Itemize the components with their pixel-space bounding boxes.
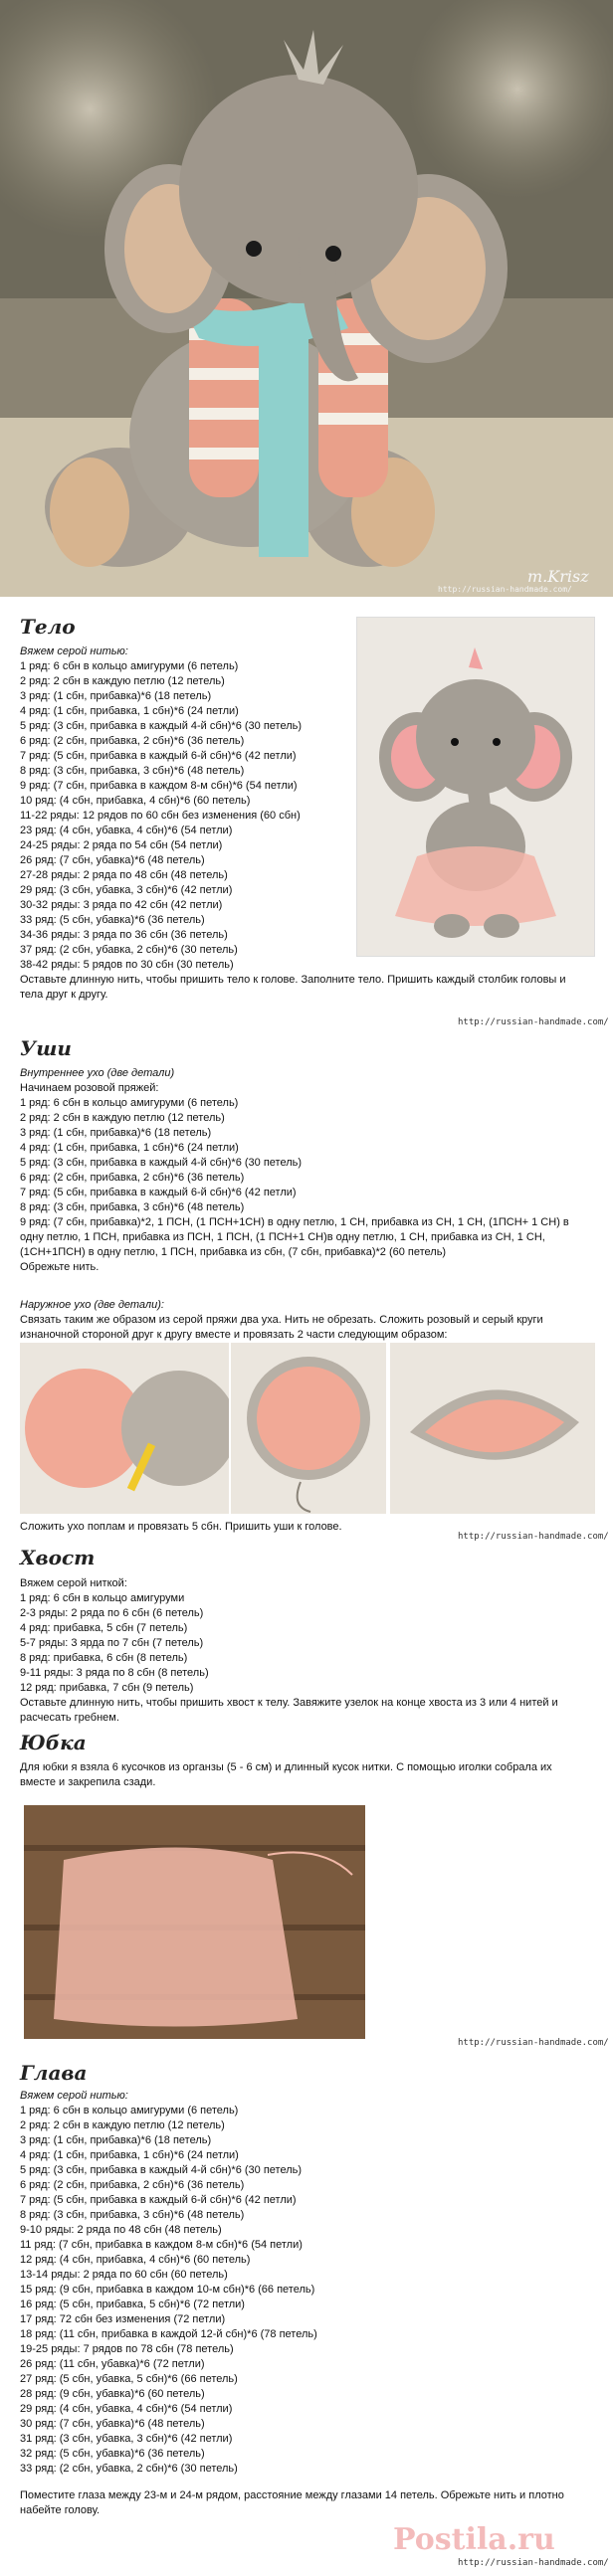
pattern-row: 3 ряд: (1 сбн, прибавка)*6 (18 петель) xyxy=(20,2134,212,2146)
pattern-row: 33 ряд: (2 сбн, убавка, 2 сбн)*6 (30 петель) xyxy=(20,2463,238,2475)
pattern-row: 2 ряд: 2 сбн в каждую петлю (12 петель) xyxy=(20,1112,225,1124)
pattern-row: 26 ряд: (11 сбн, убавка)*6 (72 петли) xyxy=(20,2358,205,2370)
pattern-row: Обрежьте нить. xyxy=(20,1261,100,1273)
pattern-row: одну петлю, 1 ПСН, прибавка из ПСН, 1 ПСН, (1 ПСН+1 СН)в одну петлю, 1 СН, прибавка из СН, 1 СН, xyxy=(20,1231,545,1243)
footer-brand: Postila.ru xyxy=(393,2522,555,2557)
pattern-row: 1 ряд: 6 сбн в кольцо амигуруми (6 петель) xyxy=(20,1097,239,1109)
pattern-row: 1 ряд: 6 сбн в кольцо амигуруми (6 петель) xyxy=(20,660,239,672)
pattern-row: Оставьте длинную нить, чтобы пришить хвост к телу. Завяжите узелок на конце хвоста из 3 или 4 нитей и xyxy=(20,1697,558,1709)
hero-photo xyxy=(0,0,613,597)
pattern-row: 12 ряд: (4 сбн, прибавка, 4 сбн)*6 (60 петель) xyxy=(20,2254,251,2266)
pattern-row: 16 ряд: (5 сбн, прибавка, 5 сбн)*6 (72 петли) xyxy=(20,2299,245,2310)
body-url: http://russian-handmade.com/ xyxy=(458,1017,609,1027)
pattern-row: 12 ряд: прибавка, 7 сбн (9 петель) xyxy=(20,1682,194,1694)
instruction-line: набейте голову. xyxy=(20,2504,101,2516)
pattern-row: 13-14 ряды: 2 ряда по 60 сбн (60 петель) xyxy=(20,2269,228,2281)
instruction-line: изнаночной стороной друг к другу вместе и провязать 2 части следующим образом: xyxy=(20,1329,448,1341)
pattern-row: 3 ряд: (1 сбн, прибавка)*6 (18 петель) xyxy=(20,1127,212,1139)
pattern-row: 18 ряд: (11 сбн, прибавка в каждой 12-й сбн)*6 (78 петель) xyxy=(20,2328,317,2340)
pattern-row: 33 ряд: (5 сбн, убавка)*6 (36 петель) xyxy=(20,914,205,926)
pattern-row: 4 ряд: (1 сбн, прибавка, 1 сбн)*6 (24 петли) xyxy=(20,705,239,717)
pattern-row: 8 ряд: (3 сбн, прибавка, 3 сбн)*6 (48 петель) xyxy=(20,1201,245,1213)
pattern-row: 5-7 ряды: 3 ярда по 7 сбн (7 петель) xyxy=(20,1637,204,1649)
hero-watermark: http://russian-handmade.com/ xyxy=(438,585,572,594)
pattern-row: 8 ряд: (3 сбн, прибавка, 3 сбн)*6 (48 петель) xyxy=(20,2209,245,2221)
pattern-row: 4 ряд: (1 сбн, прибавка, 1 сбн)*6 (24 петли) xyxy=(20,1142,239,1154)
instruction-line: Связать таким же образом из серой пряжи два уха. Нить не обрезать. Сложить розовый и серый круги xyxy=(20,1314,543,1326)
pattern-row: 5 ряд: (3 сбн, прибавка в каждый 4-й сбн)*6 (30 петель) xyxy=(20,1157,303,1169)
pattern-row: 27-28 ряды: 2 ряда по 48 сбн (48 петель) xyxy=(20,869,228,881)
pattern-row: 26 ряд: (7 сбн, убавка)*6 (48 петель) xyxy=(20,854,205,866)
pattern-row: 10 ряд: (4 сбн, прибавка, 4 сбн)*6 (60 петель) xyxy=(20,795,251,807)
ear-circles-photo xyxy=(20,1343,229,1514)
pattern-row: 9-10 ряды: 2 ряда по 48 сбн (48 петель) xyxy=(20,2224,222,2236)
ears-outer-subtitle: Наружное ухо (две детали): xyxy=(20,1299,164,1311)
pattern-row: 34-36 ряды: 3 ряда по 36 сбн (36 петель) xyxy=(20,929,228,941)
pattern-row: 8 ряд: прибавка, 6 сбн (8 петель) xyxy=(20,1652,188,1664)
pattern-row: 19-25 ряды: 7 рядов по 78 сбн (78 петель) xyxy=(20,2343,234,2355)
pattern-row: 6 ряд: (2 сбн, прибавка, 2 сбн)*6 (36 петель) xyxy=(20,1172,245,1184)
pattern-row: 9 ряд: (7 сбн, прибавка в каждом 8-м сбн)*6 (54 петли) xyxy=(20,780,298,792)
pattern-row: 15 ряд: (9 сбн, прибавка в каждом 10-м сбн)*6 (66 петель) xyxy=(20,2284,315,2296)
pattern-row: 11 ряд: (7 сбн, прибавка в каждом 8-м сбн)*6 (54 петли) xyxy=(20,2239,303,2251)
pattern-row: Оставьте длинную нить, чтобы пришить тело к голове. Заполните тело. Пришить каждый столбик головы и xyxy=(20,974,566,986)
pattern-row: 24-25 ряды: 2 ряда по 54 сбн (54 петли) xyxy=(20,839,223,851)
ears-subtitle: Внутреннее ухо (две детали) xyxy=(20,1067,175,1079)
body-subtitle: Вяжем серой нитью: xyxy=(20,645,128,657)
ear-photo-1 xyxy=(20,1343,229,1514)
pattern-row: 5 ряд: (3 сбн, прибавка в каждый 4-й сбн)*6 (30 петель) xyxy=(20,2164,303,2176)
ears-closing: Сложить ухо поплам и провязать 5 сбн. Пришить уши к голове. xyxy=(20,1521,342,1533)
pattern-row: 2 ряд: 2 сбн в каждую петлю (12 петель) xyxy=(20,2119,225,2131)
pattern-row: 7 ряд: (5 сбн, прибавка в каждый 6-й сбн)*6 (42 петли) xyxy=(20,2194,297,2206)
section-title-ears: Уши xyxy=(20,1036,72,1060)
pattern-row: расчесать гребнем. xyxy=(20,1712,119,1724)
pattern-row: 30-32 ряды: 3 ряда по 42 сбн (42 петли) xyxy=(20,899,223,911)
pattern-row: 37 ряд: (2 сбн, убавка, 2 сбн)*6 (30 петель) xyxy=(20,944,238,956)
instruction-line: вместе и закрепила сзади. xyxy=(20,1776,156,1788)
skirt-url: http://russian-handmade.com/ xyxy=(458,2038,609,2048)
pattern-row: 32 ряд: (5 сбн, убавка)*6 (36 петель) xyxy=(20,2448,205,2460)
pattern-row: 29 ряд: (4 сбн, убавка, 4 сбн)*6 (54 петли) xyxy=(20,2403,233,2415)
pattern-row: 4 ряд: прибавка, 5 сбн (7 петель) xyxy=(20,1622,188,1634)
instruction-line: Для юбки я взяла 6 кусочков из органзы (5 - 6 см) и длинный кусок нитки. С помощью иголки собрала их xyxy=(20,1761,552,1773)
section-title-skirt: Юбка xyxy=(20,1731,87,1754)
pattern-row: 29 ряд: (3 сбн, убавка, 3 сбн)*6 (42 петли) xyxy=(20,884,233,896)
pattern-row: тела друг к другу. xyxy=(20,989,108,1001)
pattern-row: 1 ряд: 6 сбн в кольцо амигуруми (6 петель) xyxy=(20,2105,239,2116)
pattern-row: 27 ряд: (5 сбн, убавка, 5 сбн)*6 (66 петель) xyxy=(20,2373,238,2385)
elephant-skirt-photo xyxy=(357,618,594,956)
pattern-row: 7 ряд: (5 сбн, прибавка в каждый 6-й сбн)*6 (42 петли) xyxy=(20,1187,297,1198)
tail-intro: Вяжем серой ниткой: xyxy=(20,1577,127,1589)
hero-signature: m.Krisz xyxy=(527,567,589,586)
instruction-line: Поместите глаза между 23-м и 24-м рядом, расстояние между глазами 14 петель. Обрежьте нить и плотно xyxy=(20,2489,564,2501)
pattern-row: 6 ряд: (2 сбн, прибавка, 2 сбн)*6 (36 петель) xyxy=(20,2179,245,2191)
head-url: http://russian-handmade.com/ xyxy=(458,2558,609,2568)
head-subtitle: Вяжем серой нитью: xyxy=(20,2090,128,2102)
pattern-row: 6 ряд: (2 сбн, прибавка, 2 сбн)*6 (36 петель) xyxy=(20,735,245,747)
pattern-row: 9 ряд: (7 сбн, прибавка)*2, 1 ПСН, (1 ПСН+1СН) в одну петлю, 1 СН, прибавка из СН, 1 СН, (1ПСН+ 1 СН) в xyxy=(20,1216,569,1228)
skirt-photo xyxy=(24,1805,365,2039)
ear-stitched-photo xyxy=(231,1343,386,1514)
section-title-head: Глава xyxy=(20,2061,88,2085)
pattern-row: 8 ряд: (3 сбн, прибавка, 3 сбн)*6 (48 петель) xyxy=(20,765,245,777)
pattern-row: 1 ряд: 6 сбн в кольцо амигуруми xyxy=(20,1592,185,1604)
pattern-row: 17 ряд: 72 сбн без изменения (72 петли) xyxy=(20,2313,226,2325)
pattern-row: 2-3 ряды: 2 ряда по 6 сбн (6 петель) xyxy=(20,1607,204,1619)
pattern-row: 23 ряд: (4 сбн, убавка, 4 сбн)*6 (54 петли) xyxy=(20,825,233,836)
ear-folded-photo xyxy=(390,1343,595,1514)
pattern-row: 30 ряд: (7 сбн, убавка)*6 (48 петель) xyxy=(20,2418,205,2430)
pattern-row: 38-42 ряды: 5 рядов по 30 сбн (30 петель) xyxy=(20,959,234,971)
pattern-row: 5 ряд: (3 сбн, прибавка в каждый 4-й сбн)*6 (30 петель) xyxy=(20,720,303,732)
pattern-row: 11-22 ряды: 12 рядов по 60 сбн без изменения (60 сбн) xyxy=(20,810,301,822)
pattern-row: 7 ряд: (5 сбн, прибавка в каждый 6-й сбн)*6 (42 петли) xyxy=(20,750,297,762)
body-photo xyxy=(356,617,595,957)
pattern-row: 4 ряд: (1 сбн, прибавка, 1 сбн)*6 (24 петли) xyxy=(20,2149,239,2161)
organza-skirt-photo xyxy=(24,1805,365,2039)
pattern-row: 28 ряд: (9 сбн, убавка)*6 (60 петель) xyxy=(20,2388,205,2400)
section-title-tail: Хвост xyxy=(20,1546,96,1569)
ear-photo-3 xyxy=(390,1343,595,1514)
section-title-body: Тело xyxy=(20,615,76,639)
pattern-row: (1СН+1ПСН) в одну петлю, 1 ПСН, прибавка из сбн, (7 сбн, прибавка)*2 (60 петель) xyxy=(20,1246,447,1258)
ears-intro: Начинаем розовой пряжей: xyxy=(20,1082,159,1094)
ear-photo-2 xyxy=(231,1343,386,1514)
pattern-row: 9-11 ряды: 3 ряда по 8 сбн (8 петель) xyxy=(20,1667,209,1679)
ears-url: http://russian-handmade.com/ xyxy=(458,1532,609,1542)
pattern-row: 3 ряд: (1 сбн, прибавка)*6 (18 петель) xyxy=(20,690,212,702)
elephant-photo xyxy=(0,0,613,597)
pattern-row: 2 ряд: 2 сбн в каждую петлю (12 петель) xyxy=(20,675,225,687)
pattern-row: 31 ряд: (3 сбн, убавка, 3 сбн)*6 (42 петли) xyxy=(20,2433,233,2445)
